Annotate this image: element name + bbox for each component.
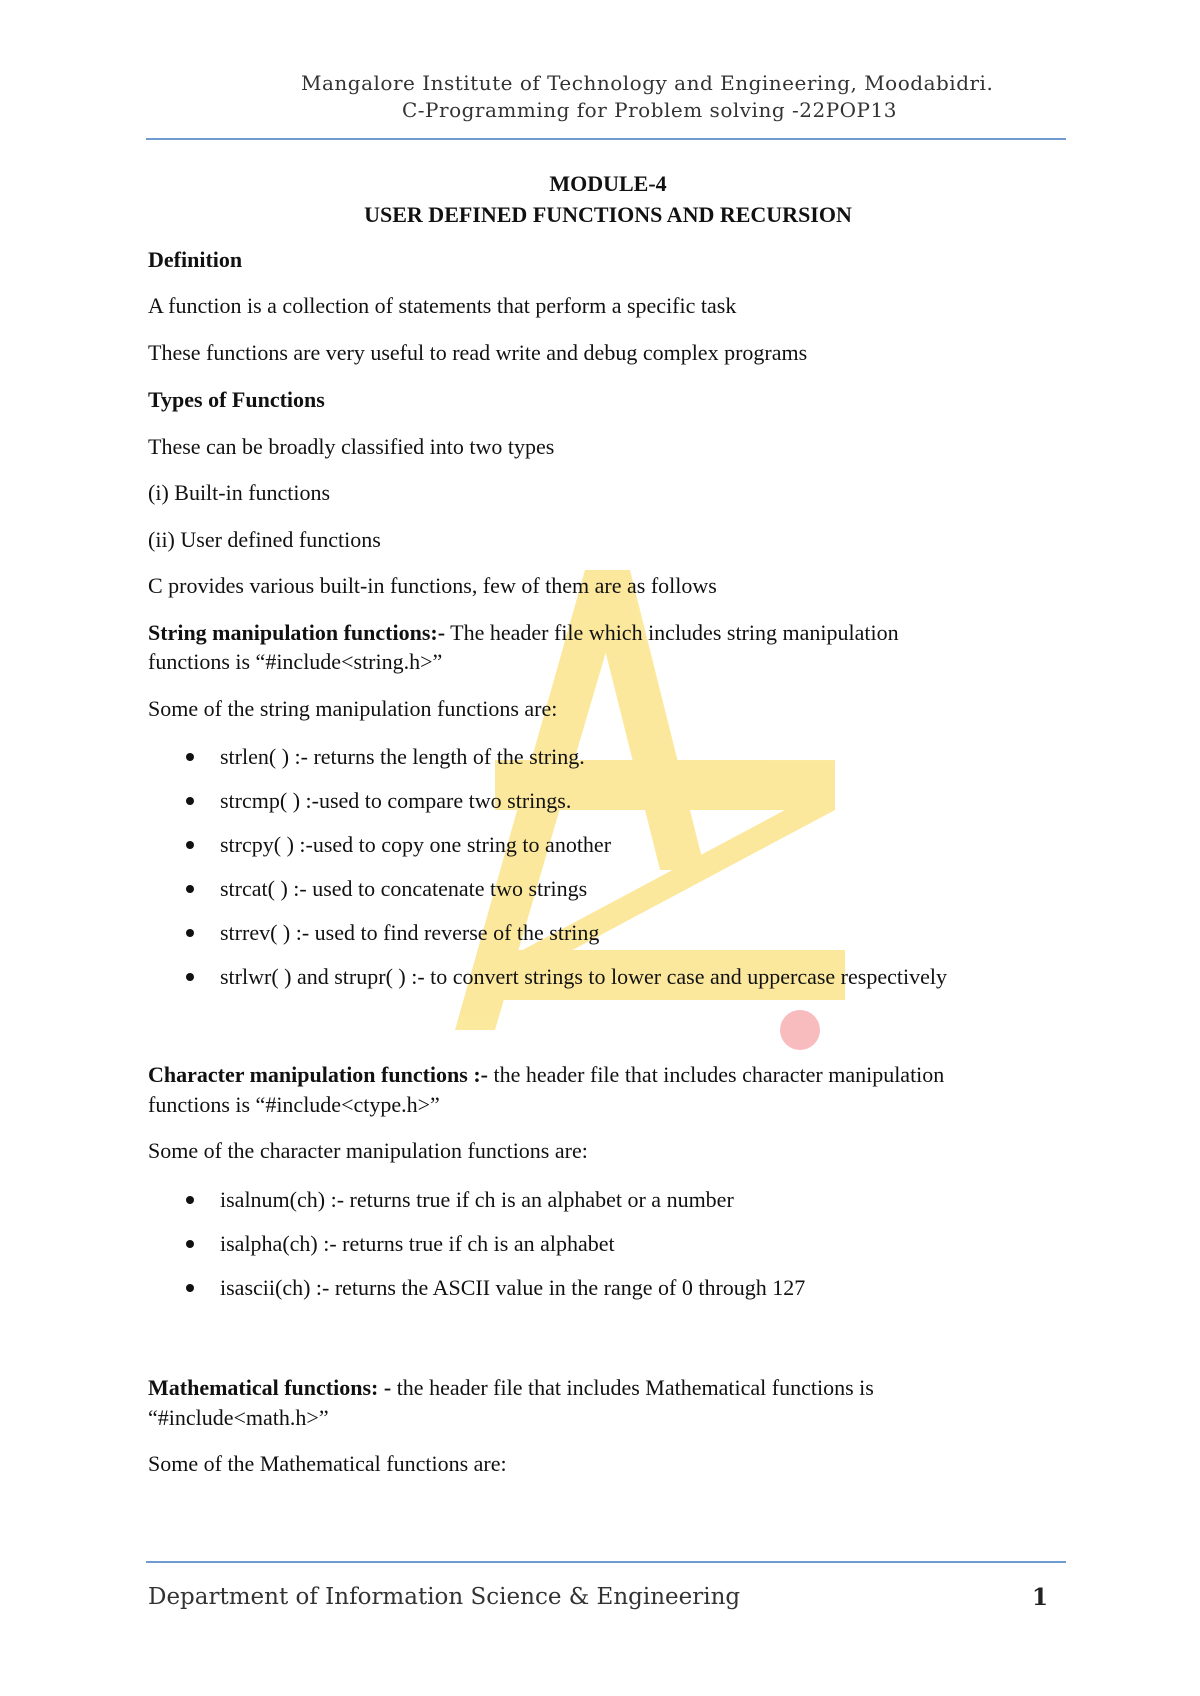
string-functions-text: The header file which includes string manipulation — [445, 620, 899, 645]
header-rule — [146, 138, 1066, 140]
char-functions-text: the header file that includes character manipulation — [488, 1062, 945, 1087]
string-header-file: functions is “#include<string.h>” — [148, 649, 443, 674]
char-functions-paragraph — [148, 1061, 1048, 1089]
math-functions-text: the header file that includes Mathematical functions is — [391, 1375, 874, 1400]
char-functions-heading: Character manipulation functions :- — [148, 1062, 488, 1087]
definition-text-1: A function is a collection of statements that perform a specific task — [148, 293, 737, 318]
bullet-icon — [186, 1284, 194, 1292]
types-builtin: (i) Built-in functions — [148, 480, 331, 505]
bullet-icon — [186, 929, 194, 937]
types-intro: These can be broadly classified into two types — [148, 434, 555, 459]
module-title: MODULE-4 — [549, 171, 667, 196]
list-item: strlen( ) :- returns the length of the string. — [148, 743, 1048, 787]
list-item: strlwr( ) and strupr( ) :- to convert strings to lower case and uppercase respectively — [148, 963, 1048, 1007]
char-functions-list — [148, 1186, 1048, 1318]
footer-rule — [146, 1561, 1066, 1563]
bullet-icon — [186, 841, 194, 849]
math-functions-intro: Some of the Mathematical functions are: — [148, 1451, 507, 1476]
bullet-icon — [186, 885, 194, 893]
list-item: isalnum(ch) :- returns true if ch is an alphabet or a number — [148, 1186, 1048, 1230]
list-item: strrev( ) :- used to find reverse of the string — [148, 919, 1048, 963]
header-institute: Mangalore Institute of Technology and Engineering, Moodabidri. — [301, 71, 994, 95]
types-user-defined: (ii) User defined functions — [148, 527, 381, 552]
bullet-icon — [186, 753, 194, 761]
string-functions-heading: String manipulation functions:- — [148, 620, 446, 645]
bullet-icon — [186, 797, 194, 805]
list-item: isascii(ch) :- returns the ASCII value in the range of 0 through 127 — [148, 1274, 1048, 1318]
bullet-icon — [186, 1240, 194, 1248]
math-functions-heading: Mathematical functions: - — [148, 1375, 392, 1400]
bullet-icon — [186, 1196, 194, 1204]
list-item: strcat( ) :- used to concatenate two strings — [148, 875, 1048, 919]
definition-text-2: These functions are very useful to read write and debug complex programs — [148, 340, 808, 365]
char-header-file: functions is “#include<ctype.h>” — [148, 1092, 440, 1117]
bullet-icon — [186, 973, 194, 981]
footer-department: Department of Information Science & Engineering — [148, 1584, 741, 1610]
math-header-file: “#include<math.h>” — [148, 1405, 329, 1430]
char-functions-intro: Some of the character manipulation functions are: — [148, 1138, 588, 1163]
string-functions-paragraph — [148, 619, 1048, 647]
builtin-intro: C provides various built-in functions, few of them are as follows — [148, 573, 717, 598]
math-functions-paragraph — [148, 1374, 1048, 1402]
string-functions-intro: Some of the string manipulation functions are: — [148, 696, 558, 721]
types-heading: Types of Functions — [148, 387, 325, 412]
module-subtitle: USER DEFINED FUNCTIONS AND RECURSION — [364, 202, 852, 227]
header-course: C-Programming for Problem solving -22POP13 — [402, 98, 897, 122]
page-footer — [148, 1584, 1068, 1610]
page-number: 1 — [1031, 1584, 1048, 1611]
list-item: isalpha(ch) :- returns true if ch is an alphabet — [148, 1230, 1048, 1274]
definition-heading: Definition — [148, 247, 243, 272]
list-item: strcpy( ) :-used to copy one string to another — [148, 831, 1048, 875]
list-item: strcmp( ) :-used to compare two strings. — [148, 787, 1048, 831]
string-functions-list — [148, 743, 1048, 1007]
